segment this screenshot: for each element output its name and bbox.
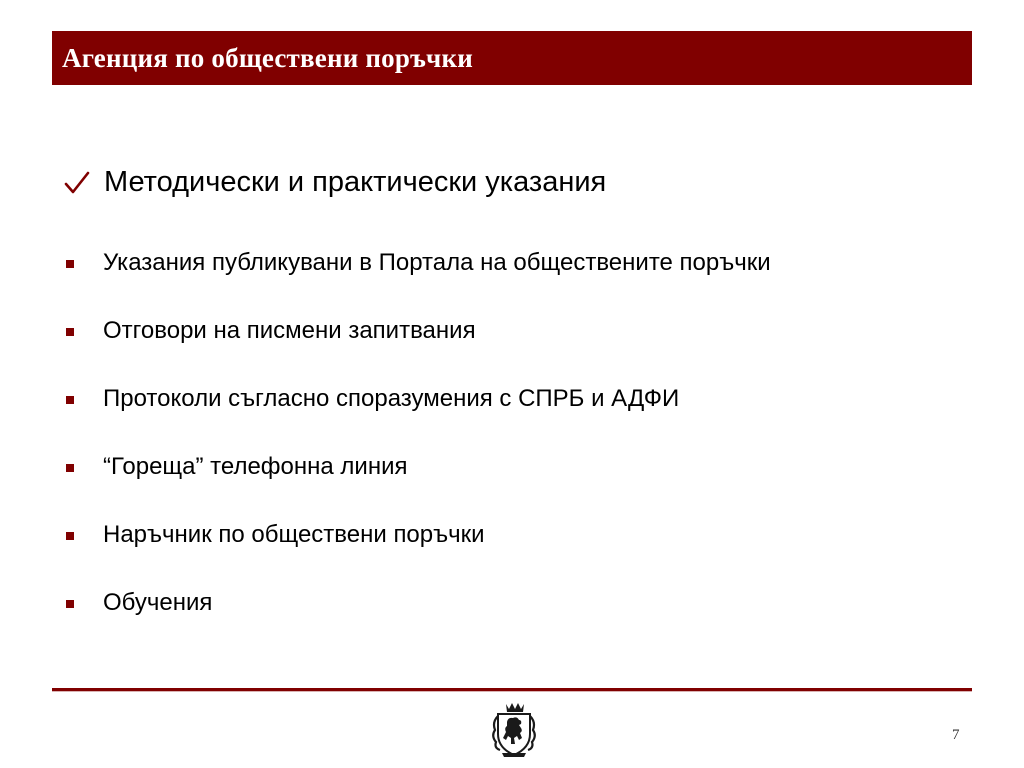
list-item bbox=[66, 246, 771, 314]
slide-title: Агенция по обществени поръчки bbox=[62, 42, 473, 73]
list-item bbox=[66, 314, 771, 382]
square-bullet-icon bbox=[66, 600, 74, 608]
heading-row bbox=[62, 166, 606, 199]
list-item-label: Отговори на писмени запитвания bbox=[103, 317, 476, 344]
square-bullet-icon bbox=[66, 260, 74, 268]
bullet-list bbox=[66, 246, 771, 654]
footer-divider-shadow bbox=[52, 691, 972, 692]
list-item bbox=[66, 518, 771, 586]
square-bullet-icon bbox=[66, 396, 74, 404]
page-number: 7 bbox=[952, 727, 960, 743]
list-item-label: Протоколи съгласно споразумения с СПРБ и АДФИ bbox=[103, 385, 680, 412]
square-bullet-icon bbox=[66, 328, 74, 336]
square-bullet-icon bbox=[66, 532, 74, 540]
coat-of-arms-lion-icon bbox=[490, 700, 538, 758]
list-item bbox=[66, 382, 771, 450]
section-heading: Методически и практически указания bbox=[104, 166, 607, 198]
list-item bbox=[66, 586, 771, 654]
list-item-label: Наръчник по обществени поръчки bbox=[103, 521, 485, 548]
list-item bbox=[66, 450, 771, 518]
checkmark-icon bbox=[62, 168, 92, 198]
list-item-label: “Гореща” телефонна линия bbox=[103, 453, 408, 480]
title-bar bbox=[52, 31, 972, 85]
square-bullet-icon bbox=[66, 464, 74, 472]
list-item-label: Обучения bbox=[103, 589, 213, 616]
list-item-label: Указания публикувани в Портала на обществените поръчки bbox=[103, 249, 771, 276]
